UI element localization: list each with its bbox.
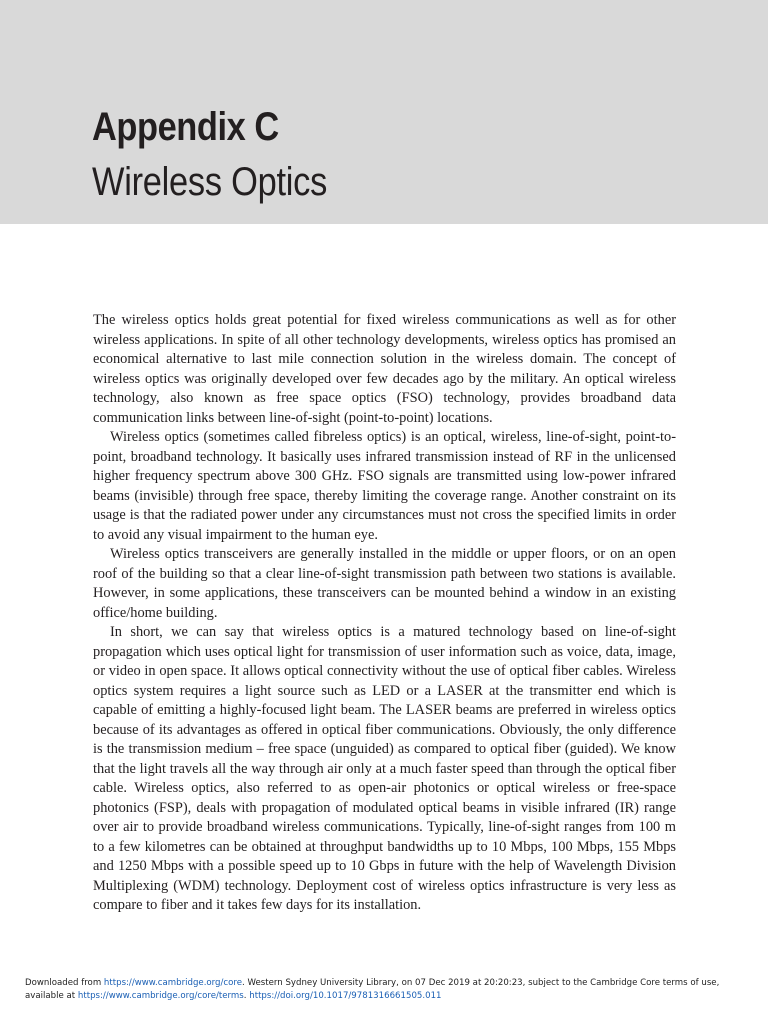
appendix-label: Appendix C xyxy=(92,105,279,149)
chapter-header-band xyxy=(0,0,768,224)
doi-link[interactable]: https://doi.org/10.1017/9781316661505.011 xyxy=(249,991,442,1001)
paragraph-3: Wireless optics transceivers are generally installed in the middle or upper floors, or on an open roof of the building so that a clear line-of-sight transmission path between two stations is available. However, in some applications, these transceivers can be mounted behind a window in an existing office/home building. xyxy=(93,546,676,621)
paragraph-4: In short, we can say that wireless optics is a matured technology based on line-of-sight propagation which uses optical light for transmission of user information such as voice, data, image, or video in open space. It allows optical connectivity without the use of optical fiber cables. Wireless optics system requires a light source such as LED or a LASER at the transmitter end which is capable of emitting a highly-focused light beam. The LASER beams are preferred in wireless optics because of its advantages as offered in optical fiber communications. Obviously, the only difference is the transmission medium – free space (unguided) as compared to optical fiber (guided). We know that the light travels all the way through air only at a much faster speed than through the optical fiber cable. Wireless optics, also referred to as open-air photonics or optical wireless or free-space photonics (FSP), deals with propagation of modulated optical beams in visible infrared (IR) range over air to provide broadband wireless communications. Typically, line-of-sight ranges from 100 m to a few kilometres can be obtained at throughput bandwidths up to 10 Mbps, 100 Mbps, 155 Mbps and 1250 Mbps with a possible speed up to 10 Gbps in future with the help of Wavelength Division Multiplexing (WDM) technology. Deployment cost of wireless optics infrastructure is very less as compare to fiber and it takes few days for its installation. xyxy=(93,624,676,913)
footer-separator: . xyxy=(243,991,250,1001)
footer-middle: . Western Sydney University Library, on 07 Dec 2019 at 20:20:23, subject to the Cambridge Core terms of use, available at xyxy=(25,978,720,1001)
terms-link[interactable]: https://www.cambridge.org/core/terms xyxy=(77,991,244,1001)
chapter-title: Wireless Optics xyxy=(92,160,328,204)
paragraph-2: Wireless optics (sometimes called fibreless optics) is an optical, wireless, line-of-sight, point-to-point, broadband technology. It basically uses infrared transmission instead of RF in the unlicensed higher frequency spectrum above 300 GHz. FSO signals are transmitted using low-power infrared beams (invisible) through free space, thereby limiting the coverage range. Another constraint on its usage is that the radiated power under any circumstances must not cross the specified limits in order to avoid any visual impairment to the human eye. xyxy=(93,429,676,543)
body-text xyxy=(93,311,676,916)
cambridge-core-link[interactable]: https://www.cambridge.org/core xyxy=(103,978,243,988)
paragraph-1: The wireless optics holds great potential for fixed wireless communications as well as for other wireless applications. In spite of all other technology developments, wireless optics has promised an economical alternative to last mile connection solution in the wireless domain. The concept of wireless optics was originally developed over few decades ago by the military. An optical wireless technology, also known as free space optics (FSO) technology, provides broadband data communication links between line-of-sight (point-to-point) locations. xyxy=(93,312,676,426)
footer-prefix: Downloaded from xyxy=(25,978,104,988)
download-footer xyxy=(25,977,750,1003)
